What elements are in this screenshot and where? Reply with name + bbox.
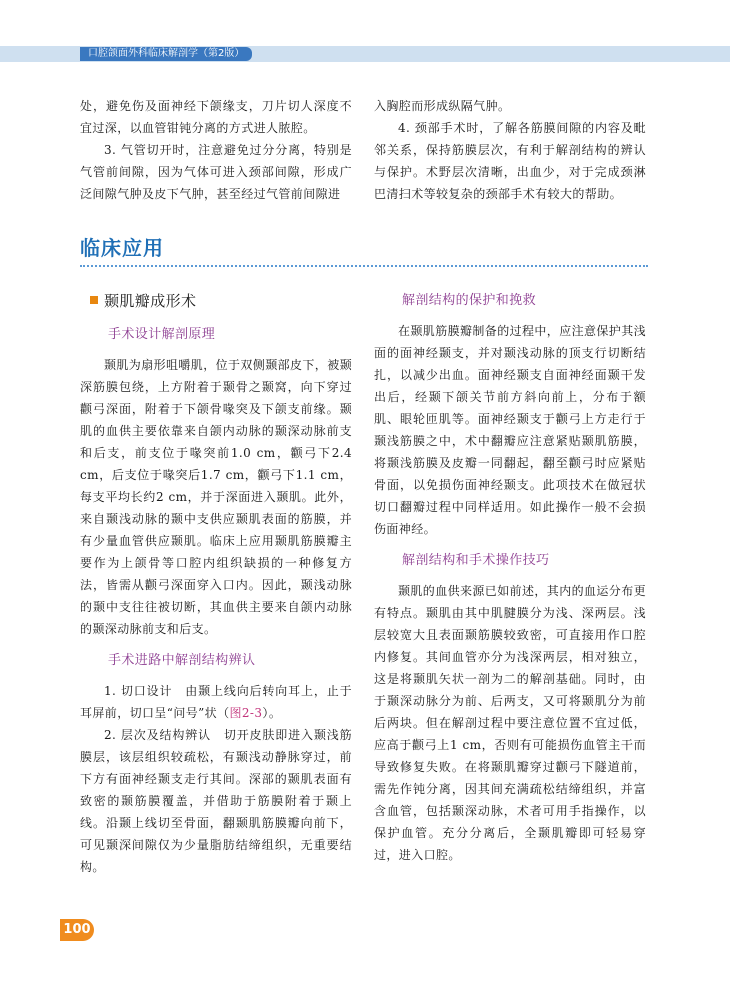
heading-protection: 解剖结构的保护和挽救 — [402, 293, 537, 308]
paragraph: 4. 颈部手术时，了解各筋膜间隙的内容及毗邻关系，保持筋膜层次，有利于解剖结构的辨认与保护。术野层次清晰，出血少，对于完成颈淋巴清扫术等较复杂的颈部手术有较大的帮助。 — [374, 121, 646, 201]
paragraph: 处，避免伤及面神经下颌缘支，刀片切人深度不宜过深，以血管钳钝分离的方式进人脓腔。 — [80, 99, 352, 135]
left-column — [80, 290, 352, 878]
paragraph: 颞肌为扇形咀嚼肌，位于双侧颞部皮下，被颞深筋膜包绕，上方附着于颞骨之颞窝，向下穿过颧弓深面，附着于下颌骨喙突及下颌支前缘。颞肌的血供主要依靠来自颌内动脉的颞深动脉前支和后支，前支位于喙突前1.0 cm，颧弓下2.4 cm，后支位于喙突后1.7 cm，颧弓下1.1 cm，每支平均长约2 cm，并于深面进入颞肌。此外，来自颞浅动脉的颞中支供应颞肌表面的筋膜，并有少量血管供应颞肌。临床上应用颞肌筋膜瓣主要作为上颌骨等口腔内组织缺损的一种修复方法，皆需从颧弓深面穿入口内。因此，颞浅动脉的颞中支往往被切断，其血供主要来自颌内动脉的颞深动脉前支和后支。 — [80, 358, 353, 636]
paragraph: 2. 层次及结构辨认 切开皮肤即进入颞浅筋膜层，该层组织较疏松，有颞浅动静脉穿过，前下方有面神经颞支走行其间。深部的颞肌表面有致密的颞筋膜覆盖，并借助于筋膜附着于颞上线。沿颞上线切至骨面，翻颞肌筋膜瓣向前下，可见颞深间隙仅为少量脂肪结缔组织，无重要结构。 — [80, 728, 352, 874]
square-bullet-icon — [90, 296, 98, 304]
heading-technique: 解剖结构和手术操作技巧 — [402, 553, 550, 568]
section-title: 临床应用 — [80, 236, 164, 260]
page-number: 100 — [60, 919, 94, 941]
top-right-column — [374, 95, 646, 205]
book-title-tag: 口腔颌面外科临床解剖学（第2版） — [80, 47, 252, 61]
subsection-heading: 颞肌瓣成形术 — [90, 290, 352, 312]
figure-reference-link[interactable]: 图2-3 — [229, 706, 263, 720]
paragraph: 3. 气管切开时，注意避免过分分离，特别是气管前间隙，因为气体可进入颈部间隙，形成广泛间隙气肿及皮下气肿，甚至经过气管前间隙进 — [80, 143, 352, 201]
top-left-column — [80, 95, 352, 205]
paragraph: 颞肌的血供来源已如前述，其内的血运分布更有特点。颞肌由其中肌腱膜分为浅、深两层。浅层较宽大且表面颞筋膜较致密，可直接用作口腔内修复。其间血管亦分为浅深两层，相对独立，这是将颞肌矢状一剖为二的解剖基础。同时，由于颞深动脉分为前、后两支，又可将颞肌分为前后两块。但在解剖过程中要注意位置不宜过低，应高于颧弓上1 cm，否则有可能损伤血管主干而导致修复失败。在将颞肌瓣穿过颧弓下隧道前，需先作钝分离，因其间充满疏松结缔组织，并富含血管，包括颞深动脉，术者可用手指操作，以保护血管。充分分离后，全颞肌瓣即可轻易穿过，进入口腔。 — [374, 584, 647, 862]
paragraph: 在颞肌筋膜瓣制备的过程中，应注意保护其浅面的面神经颞支，并对颞浅动脉的顶支行切断结扎，以减少出血。面神经颞支自面神经面颞干发出后，经颞下颌关节前方斜向前上，分布于额肌、眼轮匝肌等。面神经颞支于颧弓上方走行于颞浅筋膜之中，术中翻瓣应注意紧贴颞肌筋膜，将颞浅筋膜及皮瓣一同翻起，翻至颧弓时应紧贴骨面，以免损伤面神经颞支。此项技术在做冠状切口翻瓣过程中同样适用。如此操作一般不会损伤面神经。 — [374, 324, 647, 536]
section-divider — [80, 265, 648, 267]
heading-design-principle: 手术设计解剖原理 — [108, 327, 216, 342]
right-column — [374, 290, 646, 866]
paragraph: 1. 切口设计 由颞上线向后转向耳上，止于耳屏前，切口呈“问号”状（图2-3）。 — [80, 684, 352, 720]
paragraph: 入胸腔而形成纵隔气肿。 — [374, 99, 511, 113]
heading-approach: 手术进路中解剖结构辨认 — [108, 653, 256, 668]
